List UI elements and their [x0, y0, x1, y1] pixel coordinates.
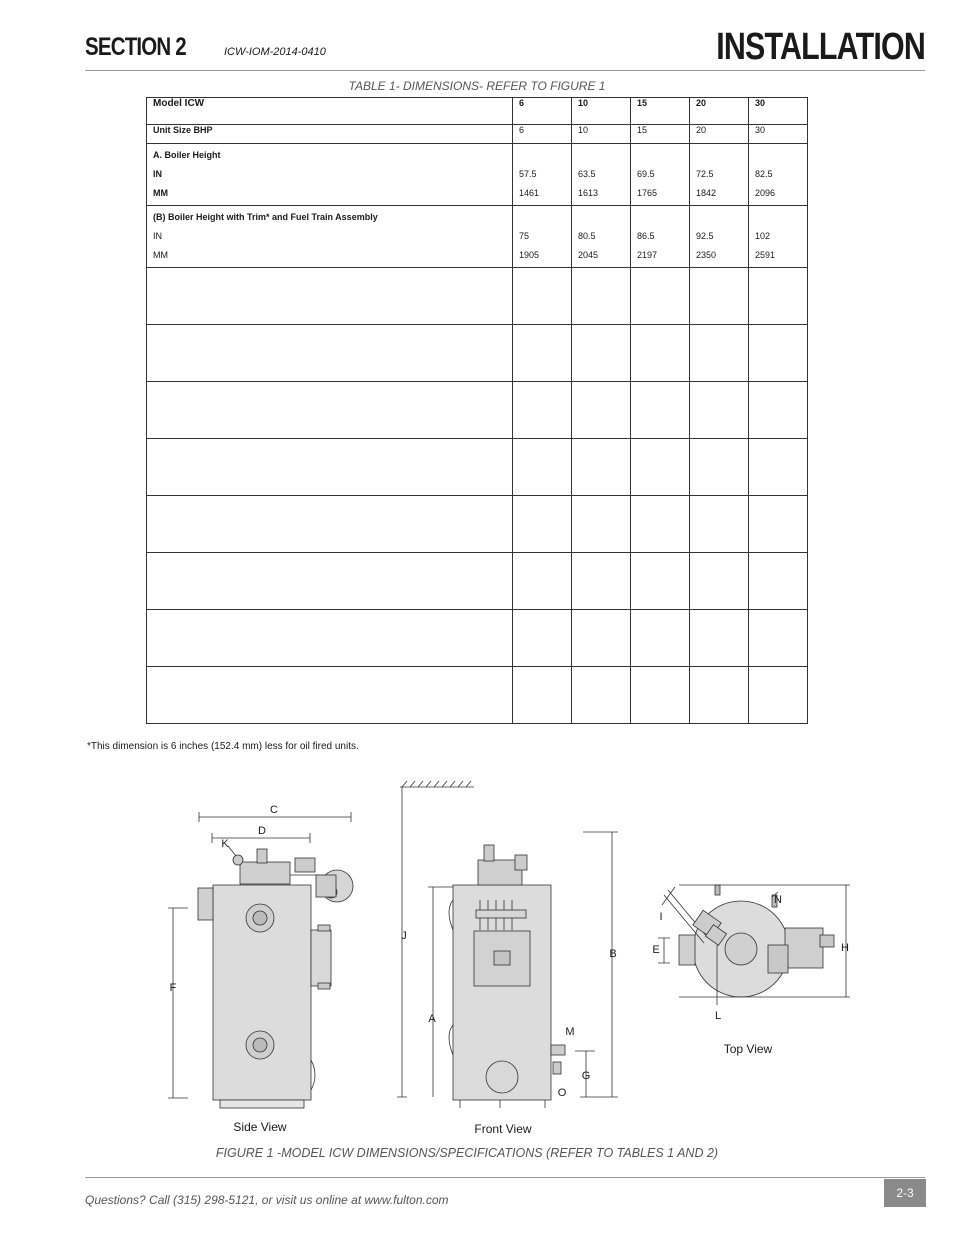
value: 72.5 [696, 169, 714, 179]
value: 102 [755, 231, 771, 241]
dim-label-i: I [659, 911, 663, 923]
table-row [147, 206, 808, 268]
page-title: INSTALLATION [716, 26, 925, 68]
table-header-row [147, 98, 808, 125]
table-cell [513, 206, 572, 268]
table-cell: 30 [749, 125, 808, 144]
model-header: 30 [749, 98, 808, 125]
dim-label-c: C [270, 804, 278, 816]
value: 57.5 [519, 169, 537, 179]
dim-label-o: O [557, 1087, 567, 1099]
dim-label-f: F [169, 982, 177, 994]
boiler-height-labels [147, 144, 513, 206]
table-cell [749, 144, 808, 206]
footnote: *This dimension is 6 inches (152.4 mm) less for oil fired units. [87, 741, 359, 752]
table-row [147, 325, 808, 382]
side-view-drawing [168, 812, 353, 1108]
table-cell: 6 [513, 125, 572, 144]
footer-divider [85, 1177, 925, 1178]
value: 2045 [578, 250, 599, 260]
unit-size-label: Unit Size BHP [147, 125, 513, 144]
dim-label-e: E [652, 944, 660, 956]
table-cell [631, 206, 690, 268]
table-cell [690, 206, 749, 268]
table-caption: TABLE 1- DIMENSIONS- REFER TO FIGURE 1 [348, 79, 606, 93]
page-header [85, 28, 925, 71]
value: 1461 [519, 188, 540, 198]
table-row [147, 268, 808, 325]
value: 2591 [755, 250, 776, 260]
document-id: ICW-IOM-2014-0410 [224, 46, 326, 58]
dimensions-table [146, 97, 808, 724]
value: 75 [519, 231, 530, 241]
section-label: SECTION 2 [85, 33, 186, 61]
table-row [147, 382, 808, 439]
model-label: Model ICW [147, 98, 513, 125]
unit-label: IN [153, 169, 162, 179]
value: 92.5 [696, 231, 714, 241]
dim-label-k: K [221, 838, 229, 850]
value: 80.5 [578, 231, 596, 241]
top-view-label: Top View [723, 1042, 773, 1056]
front-view-label: Front View [474, 1122, 532, 1136]
value: 63.5 [578, 169, 596, 179]
value: 82.5 [755, 169, 773, 179]
table-row [147, 144, 808, 206]
dim-label-n: N [774, 894, 782, 906]
value: 2096 [755, 188, 776, 198]
table-row [147, 553, 808, 610]
model-header: 10 [572, 98, 631, 125]
value: 1613 [578, 188, 599, 198]
table-row [147, 496, 808, 553]
dim-label-l: L [714, 1010, 722, 1022]
table-row [147, 439, 808, 496]
footer-contact: Questions? Call (315) 298-5121, or visit us online at www.fulton.com [85, 1193, 449, 1207]
table-row [147, 667, 808, 724]
value: 1765 [637, 188, 658, 198]
row-title: (B) Boiler Height with Trim* and Fuel Train Assembly [153, 212, 378, 222]
table-cell [690, 144, 749, 206]
dim-label-m: M [565, 1026, 575, 1038]
table-cell [631, 144, 690, 206]
table-cell [572, 144, 631, 206]
table-cell [513, 144, 572, 206]
dim-label-g: G [581, 1070, 591, 1082]
table-row [147, 125, 808, 144]
value: 86.5 [637, 231, 655, 241]
front-view-drawing [397, 781, 618, 1108]
unit-label: MM [153, 188, 168, 198]
side-view-label: Side View [233, 1120, 287, 1134]
dim-label-j: J [401, 930, 407, 942]
value: 2350 [696, 250, 717, 260]
model-header: 20 [690, 98, 749, 125]
figure-caption: FIGURE 1 -MODEL ICW DIMENSIONS/SPECIFICATIONS (REFER TO TABLES 1 AND 2) [215, 1146, 719, 1160]
dim-label-h: H [841, 942, 849, 954]
value: 1905 [519, 250, 540, 260]
table-cell [749, 206, 808, 268]
table-row [147, 610, 808, 667]
dim-label-d: D [258, 825, 266, 837]
page-number: 2-3 [884, 1179, 926, 1207]
trim-height-labels [147, 206, 513, 268]
model-header: 6 [513, 98, 572, 125]
value: 1842 [696, 188, 717, 198]
model-header: 15 [631, 98, 690, 125]
value: 69.5 [637, 169, 655, 179]
unit-label: IN [153, 231, 162, 241]
dim-label-a: A [428, 1013, 436, 1025]
unit-label: MM [153, 250, 168, 260]
table-cell: 15 [631, 125, 690, 144]
table-cell [572, 206, 631, 268]
boiler-dimension-figure [0, 770, 954, 1140]
dim-label-b: B [609, 948, 617, 960]
value: 2197 [637, 250, 658, 260]
table-cell: 20 [690, 125, 749, 144]
top-view-drawing [658, 885, 850, 1005]
row-title: A. Boiler Height [153, 150, 221, 160]
table-cell: 10 [572, 125, 631, 144]
